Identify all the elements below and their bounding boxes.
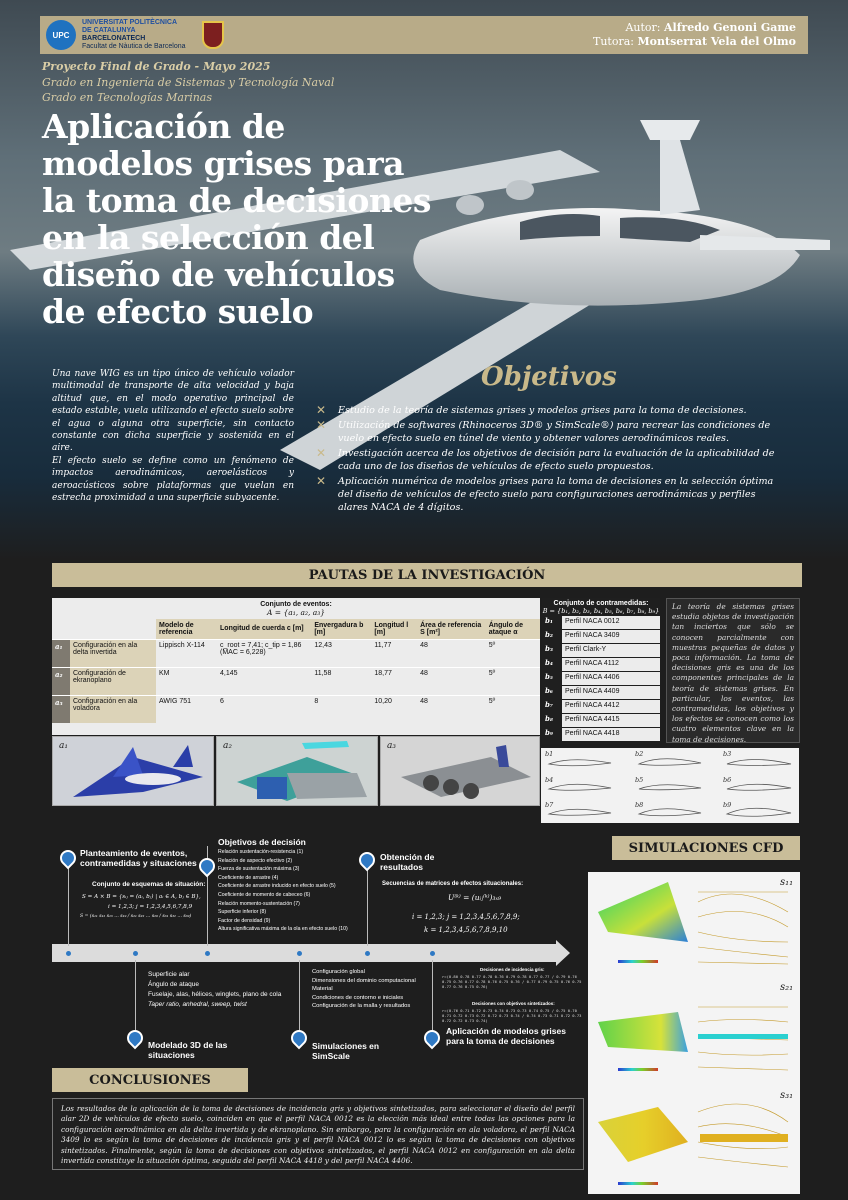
row-id: a₁ [52,639,70,667]
faculty-crest-icon [202,21,224,49]
timeline-arrow-icon [556,940,570,966]
counter-id: b₇ [542,700,562,713]
counter-set: B = {b₁, b₂, b₃, b₄, b₅, b₆, b₇, b₈, b₉} [542,607,660,615]
row-model: AWIG 751 [156,695,217,723]
tutor-label: Tutora: [592,35,634,48]
intro-paragraph-2: El efecto suelo se define como un fenómeno de impactos aerodinámicos, aeroelásticos y aeroacústicos sobre plataformas que vuelan en estrecha proximidad a una superficie subyacente. [52,455,294,504]
step4-item: Fuselaje, alas, hélices, winglets, plano de cola [148,991,282,998]
upc-logo-mark: UPC [46,20,76,50]
timeline-dot [205,951,210,956]
step2-item: Superficie inferior (8) [218,909,267,916]
counter-name: Perfil NACA 4409 [562,686,660,699]
row-model: Lippisch X-114 [156,639,217,667]
step2-item: Coeficiente de arrastre (4) [218,874,279,881]
row-chord: c_root = 7,41; c_tip = 1,86 (MAC = 6,228) [217,639,311,667]
location-pin-icon [421,1027,444,1050]
list-item [542,714,660,727]
counter-id: b₄ [542,658,562,671]
counter-name: Perfil NACA 0012 [562,616,660,629]
cfd-label: s₁₁ [780,877,794,888]
table-row [52,667,540,695]
step2-item: Altura significativa máxima de la ola en efecto suelo (10) [218,926,348,933]
degree-1: Grado en Ingeniería de Sistemas y Tecnología Naval [42,76,335,89]
step6-matrix-1: r=(0.80 0.78 0.77 0.78 0.76 0.79 0.78 0.77 0.77 / 0.79 0.76 0.75 0.76 0.77 0.78 0.76 0.75 0.76 / 0.77 0.79 0.75 0.76 0.75 0.77 0.76 0.75 0.76) [442,974,582,989]
list-item [542,672,660,685]
step4-item: Ángulo de ataque [148,981,199,988]
events-caption: Conjunto de eventos: [260,601,332,608]
row-span: 8 [311,695,371,723]
location-pin-icon [288,1027,311,1050]
table-row [52,695,540,723]
objetivo-item [316,447,786,473]
step4-title: Modelado 3D de las situaciones [148,1040,228,1060]
list-item [542,644,660,657]
logo-line-1: UNIVERSITAT POLITÈCNICA [82,19,178,26]
logo-line-3: BARCELONATECH [82,35,146,42]
step1-math-1: S = A × B = {sᵢⱼ = (aᵢ, bⱼ) | aᵢ ∈ A, bⱼ ∈ B}, [82,894,201,900]
cfd-panel [588,872,800,1194]
profile-label: b1 [545,750,554,758]
step1-math-3: S = (s₁₁ s₁₂ s₁₃ … s₁₉ / s₂₁ s₂₂ … s₂₉ / s₃₁ s₃₂ … s₃₉) [80,914,192,919]
objetivos-title: Objetivos [481,362,617,392]
profile-label: b4 [545,776,554,784]
counter-name: Perfil NACA 4415 [562,714,660,727]
list-item [542,630,660,643]
profile-label: b8 [635,801,644,809]
list-item [542,700,660,713]
delta-wing-aircraft-icon [53,737,213,805]
objetivo-text: Investigación acerca de los objetivos de decisión para la evaluación de la aplicabilidad de cada uno de los diseños de vehículos de efecto suelo propuestos. [338,448,775,472]
row-area: 48 [417,667,486,695]
counter-name: Perfil NACA 4406 [562,672,660,685]
profile-label: b9 [723,801,732,809]
countermeasures-panel [542,598,660,744]
counter-id: b₂ [542,630,562,643]
location-pin-icon [124,1027,147,1050]
intro-paragraph-1: Una nave WIG es un tipo único de vehículo volador multimodal de transporte de alta velocidad y baja altitud que, en el modo operativo principal de estado estable, vuela utilizando el efecto suelo sobre el agua o alguna otra superficie, sin contacto constante con dicha superficie y sostenida en el aire. [52,369,294,454]
profile-label: b6 [723,776,732,784]
step2-list [218,848,368,934]
timeline-bar [52,944,556,962]
step5-item: Configuración global [312,969,365,975]
step5-title: Simulaciones en SimScale [312,1041,380,1061]
table-header-empty [70,619,156,639]
objetivo-item [316,475,786,514]
location-pin-icon [57,847,80,870]
row-aoa: 5º [486,695,540,723]
timeline-dot [430,951,435,956]
cfd-label: s₃₁ [780,1090,794,1101]
row-config: Configuración de ekranoplano [70,667,156,695]
model-image-a3 [380,736,540,806]
row-config: Configuración en ala delta invertida [70,639,156,667]
step3-title: Obtención de resultados [380,852,435,872]
row-id: a₂ [52,667,70,695]
step2-item: Coeficiente de momento de cabeceo (6) [218,891,311,898]
timeline-connector [135,960,136,1035]
counter-name: Perfil NACA 4418 [562,728,660,741]
step2-item: Coeficiente de arrastre inducido en efecto suelo (5) [218,883,336,890]
author-name: Alfredo Genoni Game [664,21,796,34]
conclusiones-banner: CONCLUSIONES [52,1068,248,1092]
cfd-simulation-images [588,872,800,1194]
list-item [542,616,660,629]
step6-caption-2: Decisiones con objetivos sintetizados: [472,1001,555,1006]
logo-line-2: DE CATALUNYA [82,27,136,34]
objetivo-text: Estudio de la teoría de sistemas grises y modelos grises para la toma de decisiones. [338,405,747,416]
cross-tools-icon: ✕ [316,446,327,460]
list-item [542,658,660,671]
model-image-a1 [52,736,214,806]
step1-subtitle: Conjunto de esquemas de situación: [92,881,206,888]
timeline-connector [68,864,69,946]
step3-subtitle: Secuencias de matrices de efectos situacionales: [382,881,524,887]
counter-caption: Conjunto de contramedidas: [553,600,649,607]
table-header: Área de referencia S [m²] [417,619,486,639]
step6-title: Aplicación de modelos grises para la toma de decisiones [446,1026,566,1046]
step4-item: Taper ratio, anhedral, sweep, twist [148,1001,247,1008]
grey-theory-text: La teoría de sistemas grises estudia objetos de investigación tan inciertos que sólo se conocen parcialmente con muestras pequeñas de datos y poca información. La toma de decisiones gris es una de los componentes principales de la teoría de sistemas grises. En particular, los eventos, las contramedidas, los objetivos y los efectos se conocen como los cuatro elementos clave en la toma de decisiones. [666,598,800,743]
counter-id: b₁ [542,616,562,629]
logo-line-4: Facultat de Nàutica de Barcelona [82,43,186,50]
author-label: Autor: [625,21,661,34]
row-area: 48 [417,695,486,723]
counter-name: Perfil Clark-Y [562,644,660,657]
events-set: A = {a₁, a₂, a₃} [267,608,325,617]
authors-block [593,21,796,49]
cross-tools-icon: ✕ [316,403,327,417]
row-aoa: 5º [486,639,540,667]
table-header: Envergadura b [m] [311,619,371,639]
cfd-label: s₂₁ [780,982,794,993]
counter-name: Perfil NACA 4112 [562,658,660,671]
intro-text [52,368,294,504]
tutor-name: Montserrat Vela del Olmo [637,35,796,48]
step4-item: Superficie alar [148,971,190,978]
airfoil-profiles-panel [541,748,799,823]
timeline-dot [66,951,71,956]
row-chord: 4,145 [217,667,311,695]
step5-item: Condiciones de contorno e iniciales [312,994,404,1001]
row-model: KM [156,667,217,695]
table-header-row [52,619,540,639]
objetivo-item [316,404,786,417]
table-header: Longitud de cuerda c [m] [217,619,311,639]
cfd-banner: SIMULACIONES CFD [612,836,800,860]
row-length: 11,77 [371,639,417,667]
model-label: a₁ [59,741,68,751]
airfoil-shapes [541,748,799,823]
step6-caption-1: Decisiones de incidencia gris: [480,967,545,972]
timeline-dot [133,951,138,956]
objetivos-list [316,404,786,516]
timeline-dot [365,951,370,956]
timeline-connector [299,960,300,1035]
objetivo-text: Aplicación numérica de modelos grises para la toma de decisiones en la selección óptima del diseño de vehículos de efecto suelo para configuraciones aerodinámicas y perfiles alares NACA de 4 dígitos. [338,476,774,513]
events-table-panel [52,598,540,735]
poster-title: Aplicación de modelos grises para la toma de decisiones en la selección del diseño de vehículos de efecto suelo [42,107,431,331]
events-table [52,619,540,723]
step3-math-3: k = 1,2,3,4,5,6,7,8,9,10 [424,926,508,934]
list-item [542,686,660,699]
step2-item: Fuerza de sustentación máxima (3) [218,866,300,873]
table-row [52,639,540,667]
profile-label: b3 [723,750,732,758]
row-span: 11,58 [311,667,371,695]
step3-math-1: U⁽ᵏ⁾ = (uᵢⱼ⁽ᵏ⁾)₃ₓ₉ [448,893,502,902]
flying-wing-aircraft-icon [381,737,539,805]
degree-2: Grado en Tecnologías Marinas [42,91,213,104]
step2-item: Relación sustentación-resistencia (1) [218,849,304,855]
row-id: a₃ [52,695,70,723]
table-header: Ángulo de ataque α [486,619,540,639]
step5-item: Material [312,986,333,992]
row-span: 12,43 [311,639,371,667]
model-image-a2 [216,736,378,806]
profile-label: b2 [635,750,644,758]
row-length: 10,20 [371,695,417,723]
pautas-banner: PAUTAS DE LA INVESTIGACIÓN [52,563,802,587]
step6-matrix-2: r=(0.76 0.71 0.72 0.73 0.74 0.73 0.73 0.74 0.75 / 0.75 0.70 0.71 0.72 0.73 0.72 0.72 0.73 0.74 / 0.74 0.73 0.71 0.72 0.73 0.72 0.72 0.73 0.74) [442,1008,582,1023]
row-length: 18,77 [371,667,417,695]
step1-title: Planteamiento de eventos, contramedidas y situaciones [80,848,197,868]
list-item [542,728,660,741]
timeline-connector [432,960,433,1035]
ekranoplan-aircraft-icon [217,737,377,805]
objetivo-text: Utilización de softwares (Rhinoceros 3D® y SimScale®) para recrear las condiciones de vuelo en efecto suelo en túnel de viento y obtener valores aerodinámicos reales. [338,420,771,444]
step2-item: Relación momento-sustentación (7) [218,900,300,907]
counter-id: b₃ [542,644,562,657]
step2-item: Factor de densidad (9) [218,917,271,924]
counter-id: b₆ [542,686,562,699]
row-config: Configuración en ala voladora [70,695,156,723]
profile-label: b5 [635,776,644,784]
objetivo-item [316,419,786,445]
row-chord: 6 [217,695,311,723]
step5-item: Configuración de la malla y resultados [312,1003,411,1009]
step5-list [312,968,422,1011]
step2-title: Objetivos de decisión [218,837,306,847]
table-header: Longitud l [m] [371,619,417,639]
model-label: a₂ [223,741,232,751]
counter-name: Perfil NACA 3409 [562,630,660,643]
upc-logo [46,19,224,51]
table-header: Modelo de referencia [156,619,217,639]
counter-id: b₅ [542,672,562,685]
counter-id: b₉ [542,728,562,741]
row-area: 48 [417,639,486,667]
step4-list [148,970,288,1010]
model-label: a₃ [387,741,396,751]
step3-math-2: i = 1,2,3; j = 1,2,3,4,5,6,7,8,9; [412,913,520,921]
conclusiones-text: Los resultados de la aplicación de la toma de decisiones de incidencia gris y objetivos sintetizados, para seleccionar el diseño del perfil alar 2D de vehículos de efecto suelo, coinciden en que el perfil NACA 0012 es la elección más ideal entre todas las opciones para la configuración aerodinámica en ala delta invertida y de ekranoplano. Sin embargo, para la configuración en ala voladora, el perfil NACA 3409 lo es según la toma de decisiones de incidencia gris y el perfil NACA 0012 lo es según la toma de decisiones con objetivos sintetizados. Finalmente, según la toma de decisiones con objetivos sintetizados, el perfil NACA 0012 en configuración en ala delta invertida constituye la situación óptima, seguida del perfil NACA 4418 y del perfil NACA 4406. [52,1098,584,1170]
step5-item: Dimensiones del dominio computacional [312,977,416,984]
step1-math-2: i = 1,2,3; j = 1,2,3,4,5,6,7,8,9 [108,904,193,910]
timeline-dot [297,951,302,956]
project-date: Proyecto Final de Grado - Mayo 2025 [42,60,271,73]
counter-id: b₈ [542,714,562,727]
profile-label: b7 [545,801,554,809]
header-bar [40,16,808,54]
cross-tools-icon: ✕ [316,474,327,488]
table-header-empty [52,619,70,639]
step2-item: Relación de aspecto efectivo (2) [218,857,293,864]
upc-logo-text [82,19,186,51]
row-aoa: 5º [486,667,540,695]
cross-tools-icon: ✕ [316,418,327,432]
counter-name: Perfil NACA 4412 [562,700,660,713]
